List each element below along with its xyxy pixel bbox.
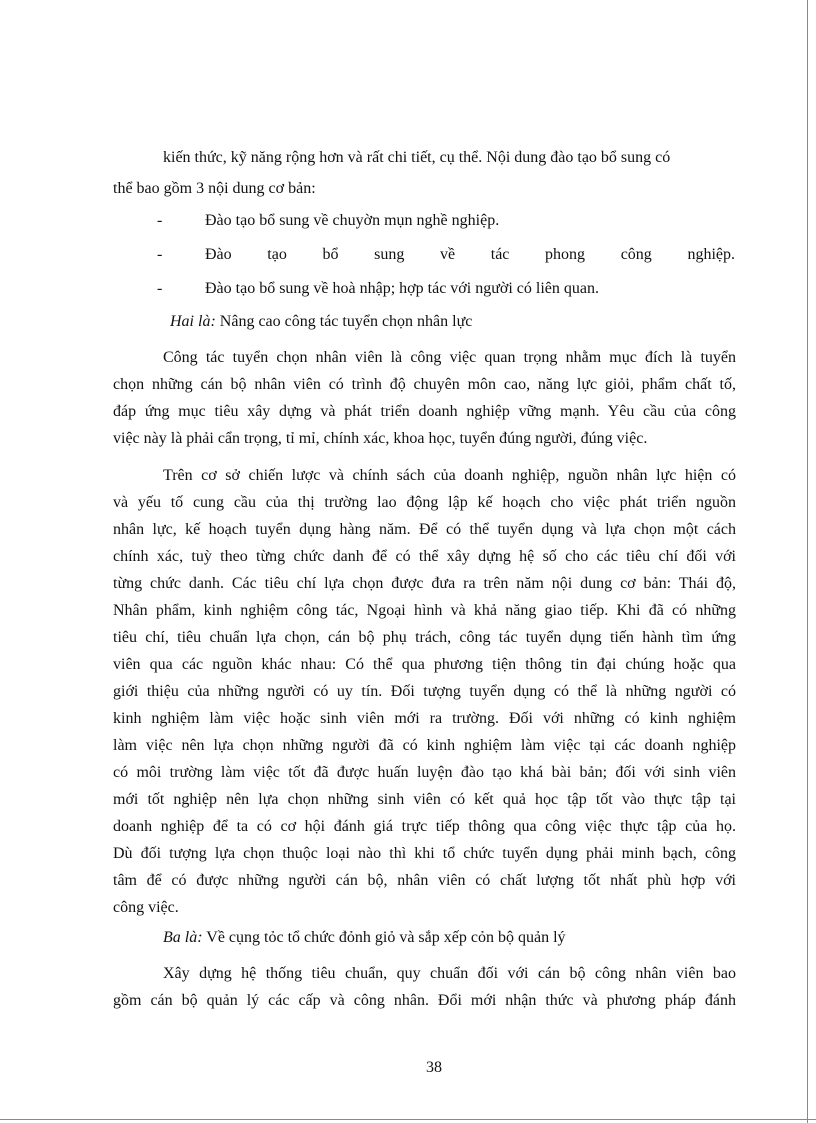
heading-three-text: Về cụng tỏc tổ chức đỏnh giỏ và sắp xếp cỏn bộ quản lý: [202, 929, 566, 946]
bullet-dash-1: -: [157, 212, 163, 229]
bullet-2-word: bổ: [322, 246, 339, 263]
page-edge-bottom: [0, 1119, 816, 1120]
recruit-line-3: đáp ứng mục tiêu xây dựng và phát triển doanh nghiệp vững mạnh. Yêu cầu của công: [113, 403, 736, 420]
strategy-line-3: nhân lực, kế hoạch tuyển dụng hàng năm. Để có thể tuyển dụng và lựa chọn một cách: [113, 521, 736, 538]
bullet-2-word: công: [620, 246, 652, 263]
strategy-line-10: kinh nghiệm làm việc hoặc sinh viên mới ra trường. Đối với những có kinh nghiệm: [113, 710, 736, 727]
standards-line-1: Xây dựng hệ thống tiêu chuẩn, quy chuẩn đối với cán bộ công nhân viên bao: [163, 965, 736, 982]
strategy-line-8: viên qua các nguồn khác nhau: Có thể qua phương tiện thông tin đại chúng hoặc qua: [113, 656, 736, 673]
strategy-line-6: Nhân phẩm, kinh nghiệm công tác, Ngoại hình và khả năng giao tiếp. Khi đã có những: [113, 602, 736, 619]
strategy-line-7: tiêu chí, tiêu chuẩn lựa chọn, cán bộ phụ trách, công tác tuyển dụng tiến hành tìm ứng: [113, 629, 736, 646]
strategy-line-1: Trên cơ sở chiến lược và chính sách của doanh nghiệp, nguồn nhân lực hiện có: [163, 467, 736, 484]
strategy-line-9: giới thiệu của những người có uy tín. Đối tượng tuyển dụng có thể là những người có: [113, 683, 736, 700]
strategy-line-4: chính xác, tuỳ theo từng chức danh để có thể xây dựng hệ số cho các tiêu chí đối với: [113, 548, 736, 565]
strategy-line-2: và yếu tố cung cầu của thị trường lao động lập kế hoạch cho việc phát triển nguồn: [113, 494, 736, 511]
heading-three-label: Ba là:: [163, 929, 203, 946]
standards-line-2: gồm cán bộ quản lý các cấp và công nhân. Đổi mới nhận thức và phương pháp đánh: [113, 992, 736, 1009]
bullet-2-word: Đào: [205, 246, 232, 263]
bullet-text-2: [205, 245, 735, 265]
strategy-line-5: từng chức danh. Các tiêu chí lựa chọn được đưa ra trên năm nội dung cơ bản: Thái độ,: [113, 575, 736, 592]
heading-two-label: Hai là:: [170, 313, 216, 330]
bullet-text-1: Đào tạo bổ sung về chuyờn mụn nghề nghiệp.: [205, 212, 500, 229]
section-heading-two: [170, 312, 472, 332]
bullet-2-word: phong: [545, 246, 586, 263]
bullet-dash-3: -: [157, 280, 163, 297]
strategy-line-15: Dù đối tượng lựa chọn thuộc loại nào thì khi tổ chức tuyển dụng phải minh bạch, công: [113, 845, 736, 862]
strategy-line-16: tâm để có được những người cán bộ, nhân viên có chất lượng tốt nhất phù hợp với: [113, 872, 736, 889]
intro-line-2: thể bao gồm 3 nội dung cơ bản:: [113, 180, 316, 197]
bullet-2-word: tạo: [267, 246, 287, 263]
section-heading-three: [163, 928, 566, 948]
strategy-line-12: có môi trường làm việc tốt đã được huấn luyện đào tạo khá bài bản; đối với sinh viên: [113, 764, 736, 781]
strategy-line-13: mới tốt nghiệp nên lựa chọn những sinh viên có kết quả học tập tốt vào thực tập tại: [113, 791, 736, 808]
page-number: 38: [426, 1059, 442, 1076]
bullet-2-word: về: [440, 246, 456, 263]
bullet-dash-2: -: [157, 246, 163, 263]
strategy-line-17: công việc.: [113, 899, 179, 916]
recruit-line-4: việc này là phải cẩn trọng, tỉ mỉ, chính xác, khoa học, tuyển đúng người, đúng việc.: [113, 430, 648, 447]
recruit-line-1: Công tác tuyển chọn nhân viên là công việc quan trọng nhằm mục đích là tuyển: [163, 349, 736, 366]
page-edge-right: [807, 0, 808, 1123]
bullet-text-3: Đào tạo bổ sung về hoà nhập; hợp tác với người có liên quan.: [205, 280, 599, 297]
recruit-line-2: chọn những cán bộ nhân viên có trình độ chuyên môn cao, năng lực giỏi, phẩm chất tố,: [113, 376, 736, 393]
heading-two-text: Nâng cao công tác tuyển chọn nhân lực: [215, 313, 473, 330]
bullet-2-word: nghiệp.: [687, 246, 735, 263]
strategy-line-11: làm việc nên lựa chọn những người đã có kinh nghiệm làm việc tại các doanh nghiệp: [113, 737, 736, 754]
intro-line-1: kiến thức, kỹ năng rộng hơn và rất chi tiết, cụ thể. Nội dung đào tạo bổ sung có: [163, 149, 671, 166]
bullet-2-word: sung: [374, 246, 405, 263]
bullet-2-word: tác: [490, 246, 510, 263]
strategy-line-14: doanh nghiệp để ta có cơ hội đánh giá trực tiếp thông qua công việc thực tập của họ.: [113, 818, 736, 835]
